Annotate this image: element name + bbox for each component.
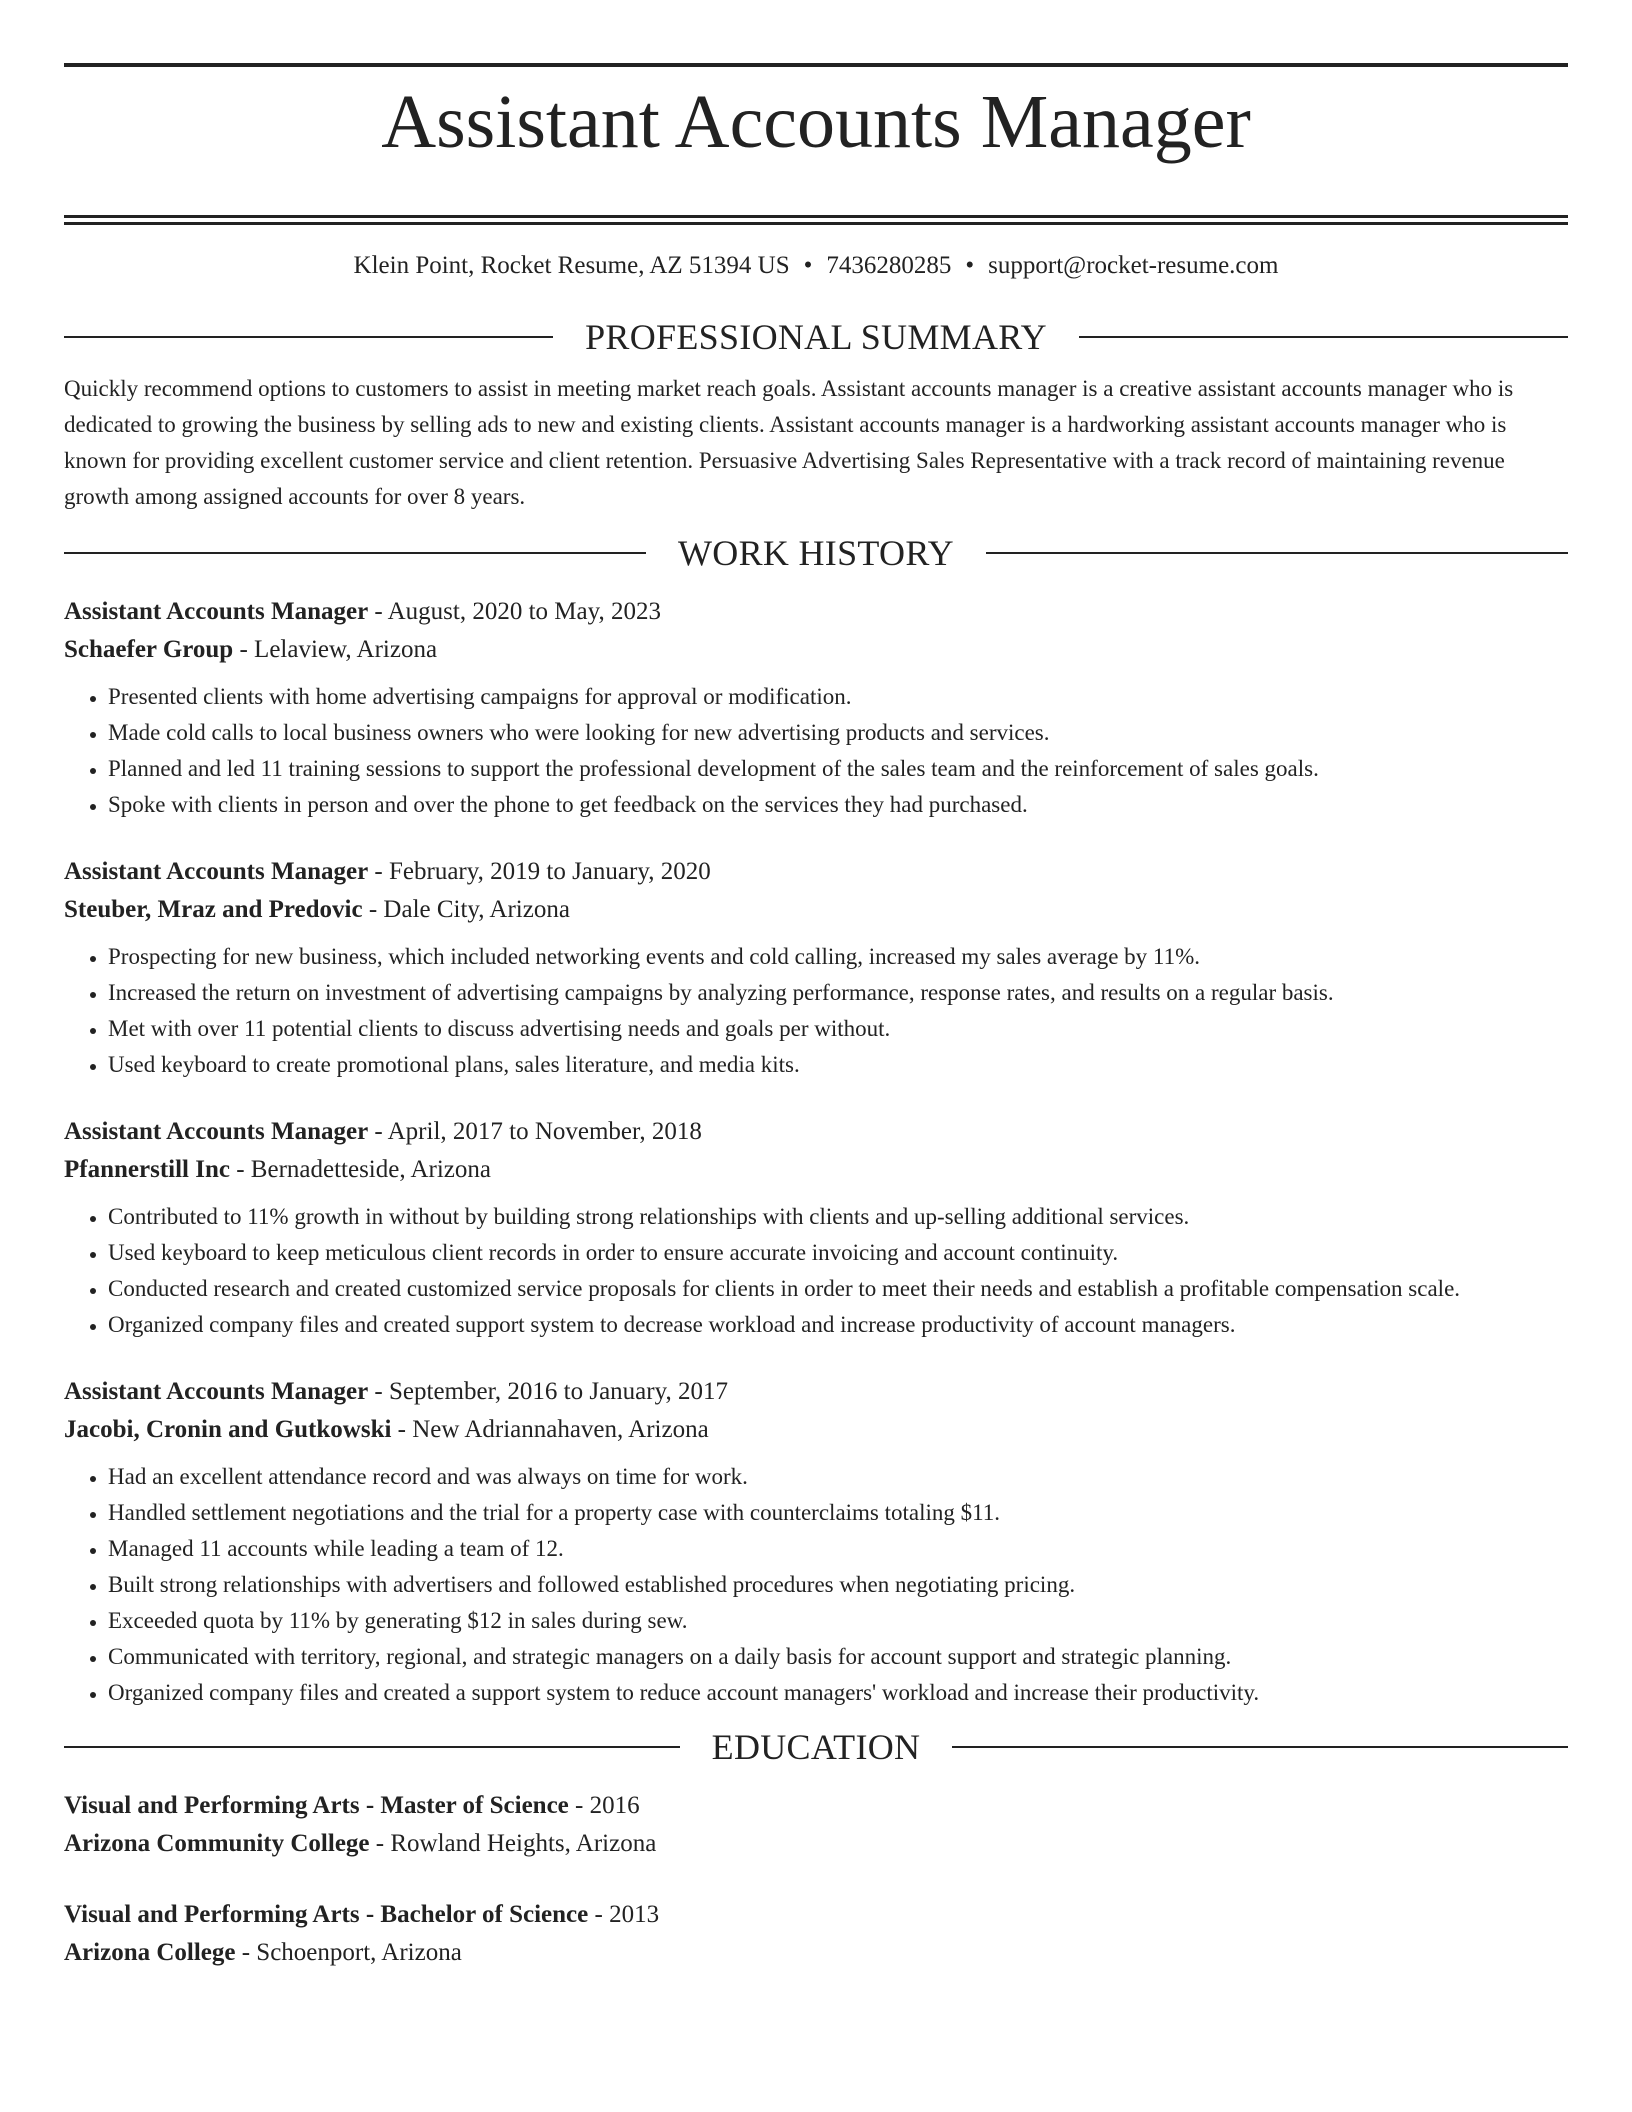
education-school-line xyxy=(64,1825,1568,1863)
education-location: - Schoenport, Arizona xyxy=(235,1939,462,1966)
job-company-line xyxy=(64,631,1568,669)
job-bullet: • Presented clients with home advertising campaigns for approval or modification. xyxy=(108,679,1568,715)
job-bullets xyxy=(64,1199,1568,1343)
job-location: - Dale City, Arizona xyxy=(362,896,570,923)
job-bullet: • Spoke with clients in person and over the phone to get feedback on the services they had purchased. xyxy=(108,787,1568,823)
job-dates: - April, 2017 to November, 2018 xyxy=(368,1118,702,1145)
education-degree-line xyxy=(64,1787,1568,1825)
top-rule xyxy=(64,63,1568,67)
job-title-line xyxy=(64,593,1568,631)
job-title: Assistant Accounts Manager xyxy=(64,598,369,625)
job-bullet: • Organized company files and created a support system to reduce account managers' workload and increase their productivity. xyxy=(108,1675,1568,1711)
job-title-line xyxy=(64,1113,1568,1151)
heading-rule-left xyxy=(64,336,553,338)
job-entry xyxy=(64,1113,1568,1343)
contact-address: Klein Point, Rocket Resume, AZ 51394 US xyxy=(353,252,790,279)
section-title-work-history: WORK HISTORY xyxy=(678,533,954,573)
education-entry xyxy=(64,1896,1568,1972)
education-degree: Visual and Performing Arts - Bachelor of Science xyxy=(64,1901,589,1928)
job-company: Schaefer Group xyxy=(64,636,234,663)
job-entry xyxy=(64,593,1568,823)
job-location: - Bernadetteside, Arizona xyxy=(229,1156,491,1183)
job-company: Pfannerstill Inc xyxy=(64,1156,230,1183)
heading-rule-right xyxy=(986,552,1568,554)
job-bullet: • Used keyboard to keep meticulous client records in order to ensure accurate invoicing and account continuity. xyxy=(108,1235,1568,1271)
education-year: - 2016 xyxy=(568,1792,640,1819)
job-bullet: • Handled settlement negotiations and the trial for a property case with counterclaims totaling $11. xyxy=(108,1495,1568,1531)
resume-content xyxy=(64,0,1568,1972)
job-dates: - February, 2019 to January, 2020 xyxy=(368,858,711,885)
job-bullets xyxy=(64,679,1568,823)
section-title-education: EDUCATION xyxy=(711,1727,921,1767)
job-title-line xyxy=(64,1373,1568,1411)
job-title: Assistant Accounts Manager xyxy=(64,1118,369,1145)
title-double-rule xyxy=(64,215,1568,225)
job-bullet: • Increased the return on investment of advertising campaigns by analyzing performance, response rates, and results on a regular basis. xyxy=(108,975,1568,1011)
job-bullet: • Used keyboard to create promotional plans, sales literature, and media kits. xyxy=(108,1047,1568,1083)
job-dates: - September, 2016 to January, 2017 xyxy=(368,1378,728,1405)
education-degree: Visual and Performing Arts - Master of Science xyxy=(64,1792,569,1819)
job-company-line xyxy=(64,1151,1568,1189)
job-title-line xyxy=(64,853,1568,891)
job-title: Assistant Accounts Manager xyxy=(64,1378,369,1405)
contact-line xyxy=(64,249,1568,283)
job-bullet: • Built strong relationships with advertisers and followed established procedures when negotiating pricing. xyxy=(108,1567,1568,1603)
job-bullet: • Communicated with territory, regional, and strategic managers on a daily basis for account support and strategic planning. xyxy=(108,1639,1568,1675)
job-company: Steuber, Mraz and Predovic xyxy=(64,896,363,923)
job-bullet: • Managed 11 accounts while leading a team of 12. xyxy=(108,1531,1568,1567)
education-location: - Rowland Heights, Arizona xyxy=(369,1830,657,1857)
education-year: - 2013 xyxy=(588,1901,660,1928)
contact-separator: • xyxy=(965,252,975,279)
job-company: Jacobi, Cronin and Gutkowski xyxy=(64,1416,392,1443)
job-bullet: • Contributed to 11% growth in without by building strong relationships with clients and up-selling additional services. xyxy=(108,1199,1568,1235)
education-degree-line xyxy=(64,1896,1568,1934)
job-entry xyxy=(64,853,1568,1083)
education-school-line xyxy=(64,1934,1568,1972)
section-heading-work-history xyxy=(64,531,1568,575)
job-bullets xyxy=(64,939,1568,1083)
job-entry xyxy=(64,1373,1568,1711)
resume-title: Assistant Accounts Manager xyxy=(381,80,1251,164)
education-school: Arizona Community College xyxy=(64,1830,370,1857)
heading-rule-right xyxy=(952,1746,1568,1748)
job-title: Assistant Accounts Manager xyxy=(64,858,369,885)
job-location: - New Adriannahaven, Arizona xyxy=(391,1416,709,1443)
education-school: Arizona College xyxy=(64,1939,236,1966)
job-bullet: • Conducted research and created customized service proposals for clients in order to meet their needs and establish a profitable compensation scale. xyxy=(108,1271,1568,1307)
section-heading-education xyxy=(64,1725,1568,1769)
contact-separator: • xyxy=(803,252,813,279)
contact-phone: 7436280285 xyxy=(826,252,952,279)
heading-rule-right xyxy=(1079,336,1568,338)
job-bullets xyxy=(64,1459,1568,1711)
section-title-summary: PROFESSIONAL SUMMARY xyxy=(585,317,1047,357)
job-company-line xyxy=(64,1411,1568,1449)
job-bullet: • Organized company files and created support system to decrease workload and increase productivity of account managers. xyxy=(108,1307,1568,1343)
job-bullet: • Met with over 11 potential clients to discuss advertising needs and goals per without. xyxy=(108,1011,1568,1047)
job-location: - Lelaview, Arizona xyxy=(233,636,438,663)
summary-text: Quickly recommend options to customers to assist in meeting market reach goals. Assistant accounts manager is a creative assistant accounts manager who is dedicated to growing the business by selling ads to new and existing clients. Assistant accounts manager is a hardworking assistant accounts manager who is known for providing excellent customer service and client retention. Persuasive Advertising Sales Representative with a track record of maintaining revenue growth among assigned accounts for over 8 years. xyxy=(64,376,1514,509)
education-entry xyxy=(64,1787,1568,1863)
job-dates: - August, 2020 to May, 2023 xyxy=(368,598,661,625)
heading-rule-left xyxy=(64,1746,680,1748)
job-bullet: • Prospecting for new business, which included networking events and cold calling, increased my sales average by 11%. xyxy=(108,939,1568,975)
job-bullet: • Exceeded quota by 11% by generating $12 in sales during sew. xyxy=(108,1603,1568,1639)
job-bullet: • Made cold calls to local business owners who were looking for new advertising products and services. xyxy=(108,715,1568,751)
heading-rule-left xyxy=(64,552,646,554)
job-company-line xyxy=(64,891,1568,929)
job-bullet: • Had an excellent attendance record and was always on time for work. xyxy=(108,1459,1568,1495)
section-heading-summary xyxy=(64,315,1568,359)
contact-email: support@rocket-resume.com xyxy=(988,252,1279,279)
job-bullet: • Planned and led 11 training sessions to support the professional development of the sales team and the reinforcement of sales goals. xyxy=(108,751,1568,787)
